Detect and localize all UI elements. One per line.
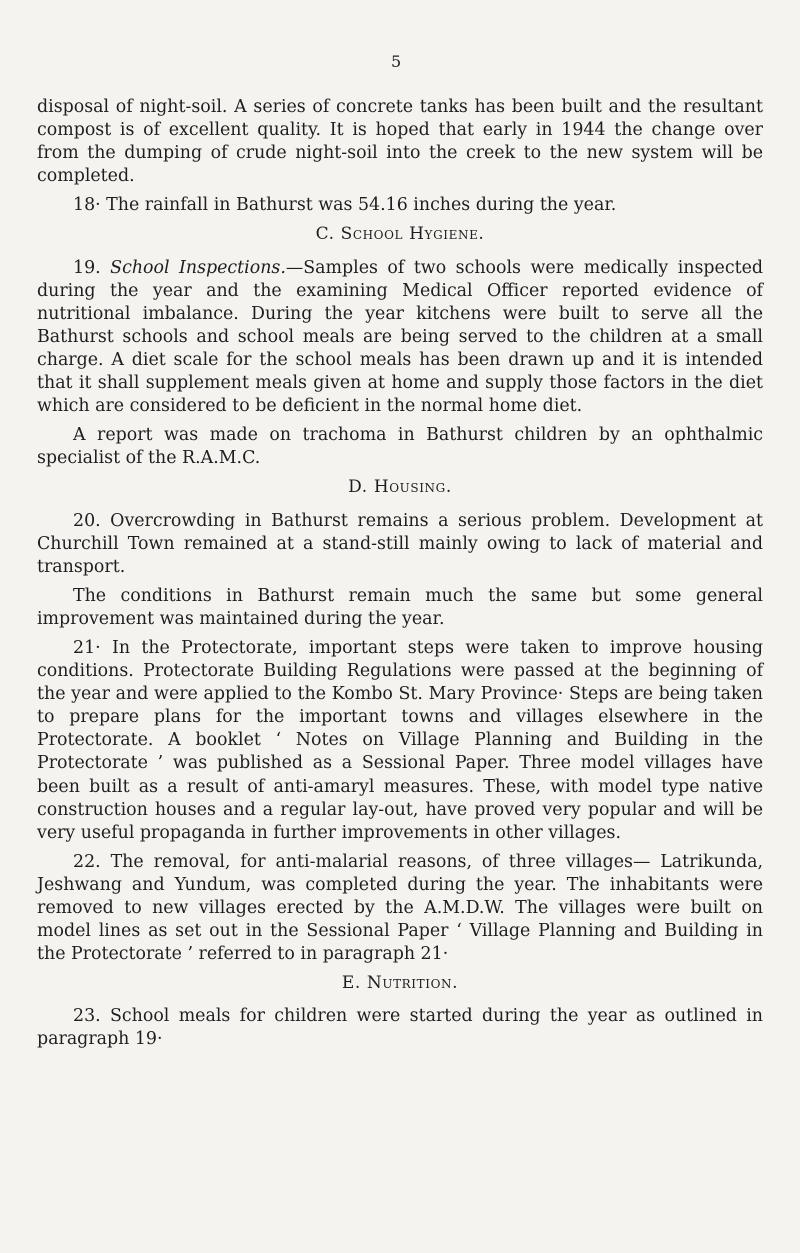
section-heading-d [37,476,763,499]
section-letter-d: D. [348,477,368,498]
paragraph-19-body: —Samples of two schools were medically inspected during the year and the examining Medical Officer reported evidence of nutritional imbalance. During the year kitchens were built to serve all the Bathurst schools and school meals are being served to the children at a small charge. A diet scale for the school meals has been drawn up and it is intended that it shall supplement meals given at home and supply those factors in the diet which are considered to be deficient in the normal home diet. [37,257,763,417]
paragraph-20: 20. Overcrowding in Bathurst remains a serious problem. Development at Churchill Town remained at a stand-still mainly owing to lack of material and transport. [37,510,763,577]
page-body [37,96,763,1058]
section-heading-e [37,972,763,995]
section-heading-c [37,223,763,246]
section-title-school-hygiene: School Hygiene. [340,224,485,245]
section-letter-c: C. [315,224,335,245]
paragraph-19 [37,257,763,419]
page-number: 5 [391,52,402,71]
paragraph-19-number: 19. [73,257,101,278]
section-title-nutrition: Nutrition. [366,973,459,994]
paragraph-22: 22. The removal, for anti-malarial reasons, of three villages— Latrikunda, Jeshwang and Yundum, was completed during the year. The inhabitants were removed to new villages erected by the A.M.D.W. The villages were built on model lines as set out in the Sessional Paper ‘ Village Planning and Building in the Protectorate ’ referred to in paragraph 21· [37,851,763,965]
paragraph-23: 23. School meals for children were started during the year as outlined in paragraph 19· [37,1006,763,1050]
paragraph-19-title: School Inspections. [110,257,286,278]
paragraph-18: 18· The rainfall in Bathurst was 54.16 inches during the year. [73,195,617,216]
paragraph-20-continued: The conditions in Bathurst remain much the same but some general improvement was maintained during the year. [37,585,763,629]
paragraph-19-continued: A report was made on trachoma in Bathurst children by an ophthalmic specialist of the R.A.M.C. [37,425,763,469]
section-letter-e: E. [341,973,361,994]
paragraph-intro: disposal of night-soil. A series of concrete tanks has been built and the resultant compost is of excellent quality. It is hoped that early in 1944 the change over from the dumping of crude night-soil into the creek to the new system will be completed. [37,97,763,187]
section-title-housing: Housing. [373,477,452,498]
paragraph-21: 21· In the Protectorate, important steps were taken to improve housing conditions. Protectorate Building Regulations were passed at the beginning of the year and were applied to the Kombo St. Mary Province· Steps are being taken to prepare plans for the important towns and villages elsewhere in the Protectorate. A booklet ‘ Notes on Village Planning and Building in the Protectorate ’ was published as a Sessional Paper. Three model villages have been built as a result of anti-amaryl measures. These, with model type native construction houses and a regular lay-out, have proved very popular and will be very useful propaganda in further improvements in other villages. [37,637,763,843]
